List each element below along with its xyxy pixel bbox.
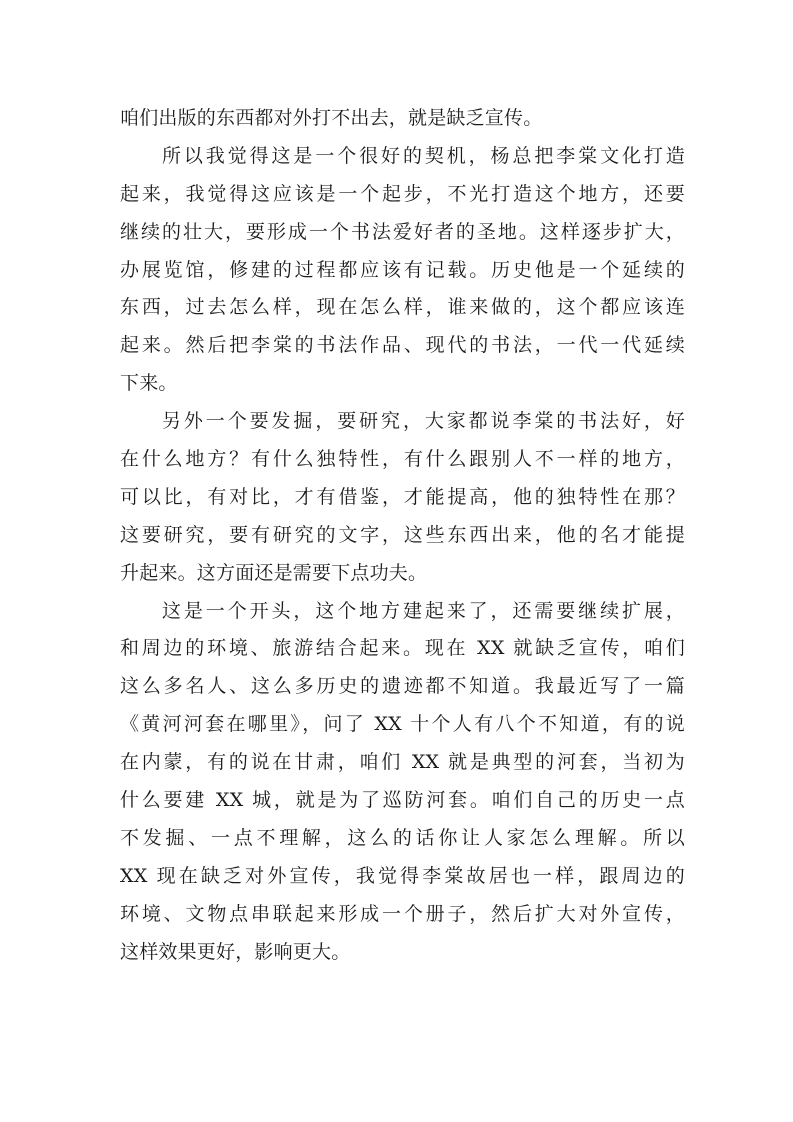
text-line: 这是一个开头，这个地方建起来了，还需要继续扩展， (162, 599, 685, 622)
paragraph (120, 100, 685, 138)
text-line: 下来。 (120, 372, 178, 395)
text-line: 继续的壮大，要形成一个书法爱好者的圣地。这样逐步扩大， (120, 220, 685, 243)
paragraph (120, 138, 685, 403)
text-line: 另外一个要发掘，要研究，大家都说李棠的书法好，好 (162, 410, 685, 433)
text-line: 环境、文物点串联起来形成一个册子，然后扩大对外宣传， (120, 902, 685, 925)
text-line: 这样效果更好，影响更大。 (120, 940, 351, 963)
text-line: 升起来。这方面还是需要下点功夫。 (120, 561, 428, 584)
text-line: 不发掘、一点不理解，这么的话你让人家怎么理解。所以 (120, 826, 685, 849)
text-line: 东西，过去怎么样，现在怎么样，谁来做的，这个都应该连 (120, 296, 685, 319)
document-body (120, 100, 685, 971)
text-line: 在内蒙，有的说在甘肃，咱们 XX 就是典型的河套，当初为 (120, 751, 685, 774)
paragraph (120, 593, 685, 972)
text-line: 所以我觉得这是一个很好的契机，杨总把李棠文化打造 (162, 144, 685, 167)
text-line: 起来。然后把李棠的书法作品、现代的书法，一代一代延续 (120, 334, 685, 357)
text-line: 在什么地方？有什么独特性，有什么跟别人不一样的地方， (120, 448, 685, 471)
text-line: XX 现在缺乏对外宣传，我觉得李棠故居也一样，跟周边的 (120, 864, 685, 887)
text-line: 这要研究，要有研究的文字，这些东西出来，他的名才能提 (120, 523, 685, 546)
text-line: 起来，我觉得这应该是一个起步，不光打造这个地方，还要 (120, 182, 685, 205)
text-line: 办展览馆，修建的过程都应该有记载。历史他是一个延续的 (120, 258, 685, 281)
text-line: 和周边的环境、旅游结合起来。现在 XX 就缺乏宣传，咱们 (120, 637, 685, 660)
paragraph (120, 403, 685, 592)
text-line: 《黄河河套在哪里》，问了 XX 十个人有八个不知道，有的说 (120, 713, 685, 736)
text-line: 可以比，有对比，才有借鉴，才能提高，他的独特性在那？ (120, 485, 685, 508)
text-line: 咱们出版的东西都对外打不出去，就是缺乏宣传。 (120, 107, 543, 129)
text-line: 这么多名人、这么多历史的遗迹都不知道。我最近写了一篇 (120, 675, 685, 698)
text-line: 什么要建 XX 城，就是为了巡防河套。咱们自己的历史一点 (120, 789, 685, 812)
